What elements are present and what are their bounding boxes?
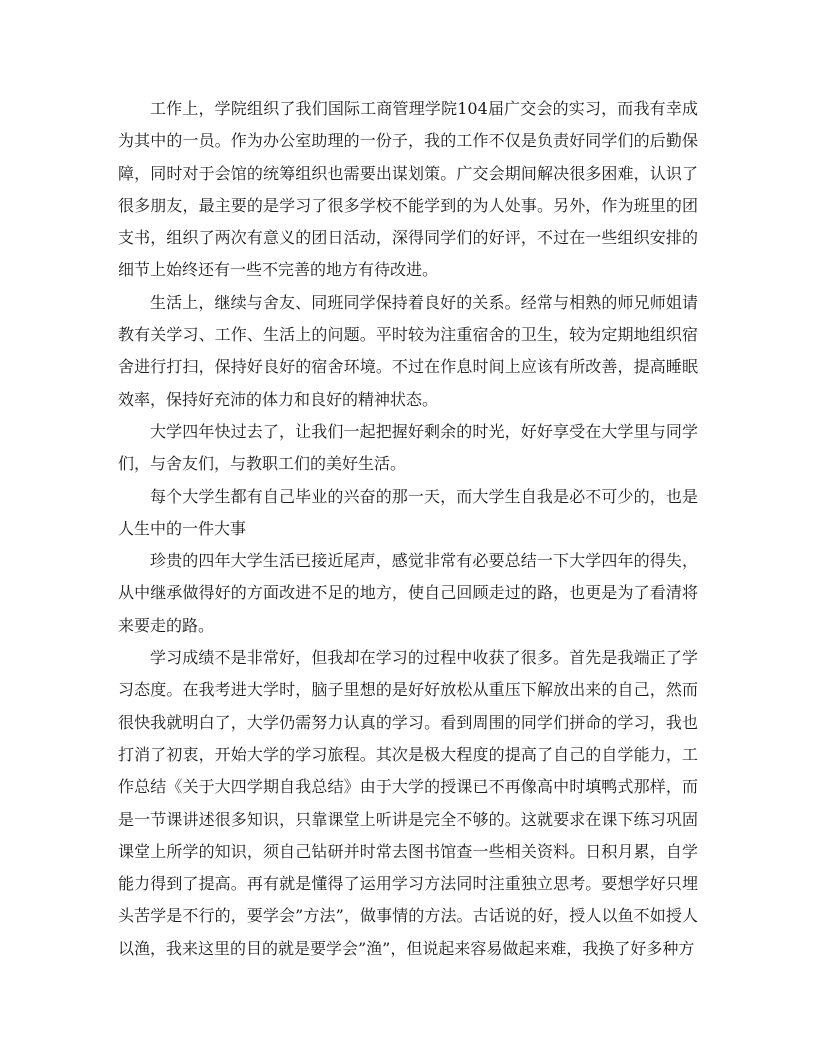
paragraph-graduation: 每个大学生都有自己毕业的兴奋的那一天，而大学生自我是必不可少的，也是人生中的一件大事 <box>118 486 698 538</box>
paragraph-four-years: 大学四年快过去了，让我们一起把握好剩余的时光，好好享受在大学里与同学们，与舍友们，与教职工们的美好生活。 <box>118 421 698 474</box>
paragraph-study: 学习成绩不是非常好，但我却在学习的过程中收获了很多。首先是我端正了学习态度。在我考进大学时，脑子里想的是好好放松从重压下解放出来的自己，然而很快我就明白了，大学仍需努力认真的学习。看到周围的同学们拼命的学习，我也打消了初衷，开始大学的学习旅程。其次是极大程度的提高了自己的自学能力，工作总结《关于大四学期自我总结》由于大学的授课已不再像高中时填鸭式那样，而是一节课讲述很多知识，只靠课堂上听讲是完全不够的。这就要求在课下练习巩固课堂上所学的知识，须自己钻研并时常去图书馆查一些相关资料。日积月累，自学能力得到了提高。再有就是懂得了运用学习方法同时注重独立思考。要想学好只埋头苦学是不行的，要学会”方法”，做事情的方法。古话说的好，授人以鱼不如授人以渔，我来这里的目的就是要学会”渔”，但说起来容易做起来难，我换了好多种方 <box>118 648 698 958</box>
paragraph-life: 生活上，继续与舍友、同班同学保持着良好的关系。经常与相熟的师兄师姐请教有关学习、工作、生活上的问题。平时较为注重宿舍的卫生，较为定期地组织宿舍进行打扫，保持好良好的宿舍环境。不过在作息时间上应该有所改善，提高睡眠效率，保持好充沛的体力和良好的精神状态。 <box>118 292 698 409</box>
paragraph-summary-intro: 珍贵的四年大学生活已接近尾声，感觉非常有必要总结一下大学四年的得失，从中继承做得好的方面改进不足的地方，使自己回顾走过的路，也更是为了看清将来要走的路。 <box>118 551 698 635</box>
paragraph-work: 工作上，学院组织了我们国际工商管理学院104届广交会的实习，而我有幸成为其中的一员。作为办公室助理的一份子，我的工作不仅是负责好同学们的后勤保障，同时对于会馆的统筹组织也需要出谋划策。广交会期间解决很多困难，认识了很多朋友，最主要的是学习了很多学校不能学到的为人处事。另外，作为班里的团支书，组织了两次有意义的团日活动，深得同学们的好评，不过在一些组织安排的细节上始终还有一些不完善的地方有待改进。 <box>118 99 698 280</box>
document-body <box>118 93 698 965</box>
